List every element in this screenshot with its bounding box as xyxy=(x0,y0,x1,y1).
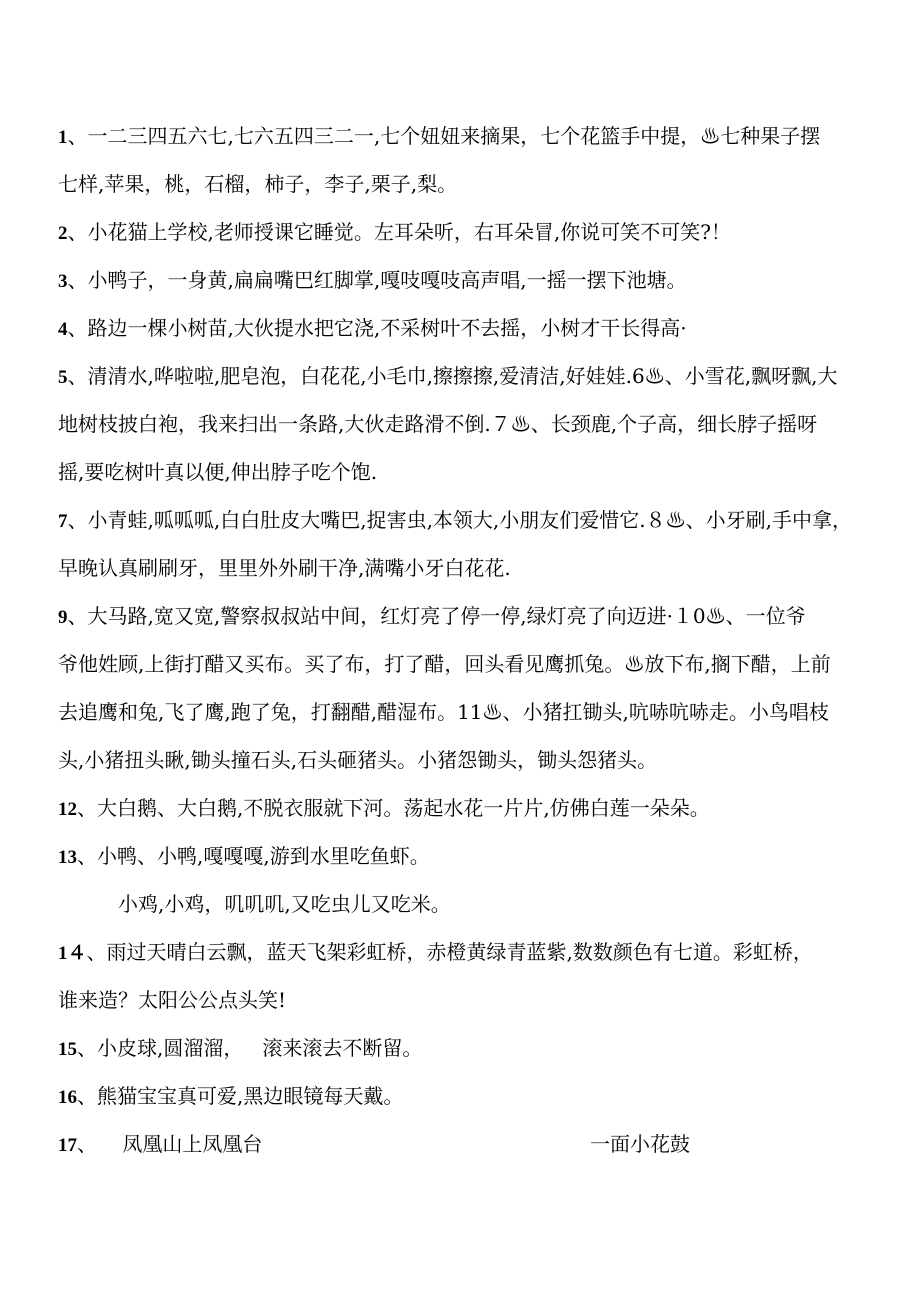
text-line: 谁来造？太阳公公点头笑! xyxy=(58,988,287,1012)
text-line: 地树枝披白袍，我来扫出一条路,大伙走路滑不倒.７♨、长颈鹿,个子高，细长脖子摇呀 xyxy=(58,412,818,436)
text-line: 16、熊猫宝宝真可爱,黑边眼镜每天戴。 xyxy=(58,1084,404,1108)
text-line: 7、小青蛙,呱呱呱,白白肚皮大嘴巴,捉害虫,本领大,小朋友们爱惜它.８♨、小牙刷,手中拿， xyxy=(58,508,853,532)
text-line: 去追鹰和兔,飞了鹰,跑了兔，打翻醋,醋湿布。11♨、小猪扛锄头,吭哧吭哧走。小鸟唱枝 xyxy=(58,700,829,724)
text-line: 头,小猪扭头瞅,锄头撞石头,石头砸猪头。小猪怨锄头，锄头怨猪头。 xyxy=(58,748,658,772)
text-line: 爷他姓顾,上街打醋又买布。买了布，打了醋，回头看见鹰抓兔。♨放下布,搁下醋，上前 xyxy=(58,652,831,676)
text-line: 摇,要吃树叶真以便,伸出脖子吃个饱. xyxy=(58,460,378,484)
text-line: 小鸡,小鸡，叽叽叽,又吃虫儿又吃米。 xyxy=(118,892,451,916)
text-line: 13、小鸭、小鸭,嘎嘎嘎,游到水里吃鱼虾。 xyxy=(58,844,430,868)
text-line: 15、小皮球,圆溜溜， 滚来滚去不断留。 xyxy=(58,1036,423,1060)
text-line: 12、大白鹅、大白鹅,不脱衣服就下河。荡起水花一片片,仿佛白莲一朵朵。 xyxy=(58,796,710,820)
text-line: 1４、雨过天晴白云飘，蓝天飞架彩虹桥，赤橙黄绿青蓝紫,数数颜色有七道。彩虹桥， xyxy=(58,940,813,964)
text-line: 4、路边一棵小树苗,大伙提水把它浇,不采树叶不去摇，小树才干长得高· xyxy=(58,316,687,340)
second-column-text: 一面小花鼓 xyxy=(590,1132,690,1156)
text-line: 5、清清水,哗啦啦,肥皂泡，白花花,小毛巾,擦擦擦,爱清洁,好娃娃.6♨、小雪花,飘呀飘,大 xyxy=(58,364,838,388)
text-line: 2、小花猫上学校,老师授课它睡觉。左耳朵听，右耳朵冒,你说可笑不可笑?！ xyxy=(58,220,731,244)
text-line: 3、小鸭子，一身黄,扁扁嘴巴红脚掌,嘎吱嘎吱高声唱,一摇一摆下池塘。 xyxy=(58,268,687,292)
text-line: 17、 凤凰山上凤凰台 xyxy=(58,1132,263,1156)
text-line: 七样,苹果，桃，石榴，柿子，李子,栗子,梨。 xyxy=(58,172,458,196)
text-line: 早晚认真刷刷牙，里里外外刷干净,满嘴小牙白花花. xyxy=(58,556,511,580)
text-line: 9、大马路,宽又宽,警察叔叔站中间，红灯亮了停一停,绿灯亮了向迈进·１0♨、一位爷 xyxy=(58,604,806,628)
text-line: 1、一二三四五六七,七六五四三二一,七个妞妞来摘果，七个花篮手中提，♨七种果子摆 xyxy=(58,124,821,148)
